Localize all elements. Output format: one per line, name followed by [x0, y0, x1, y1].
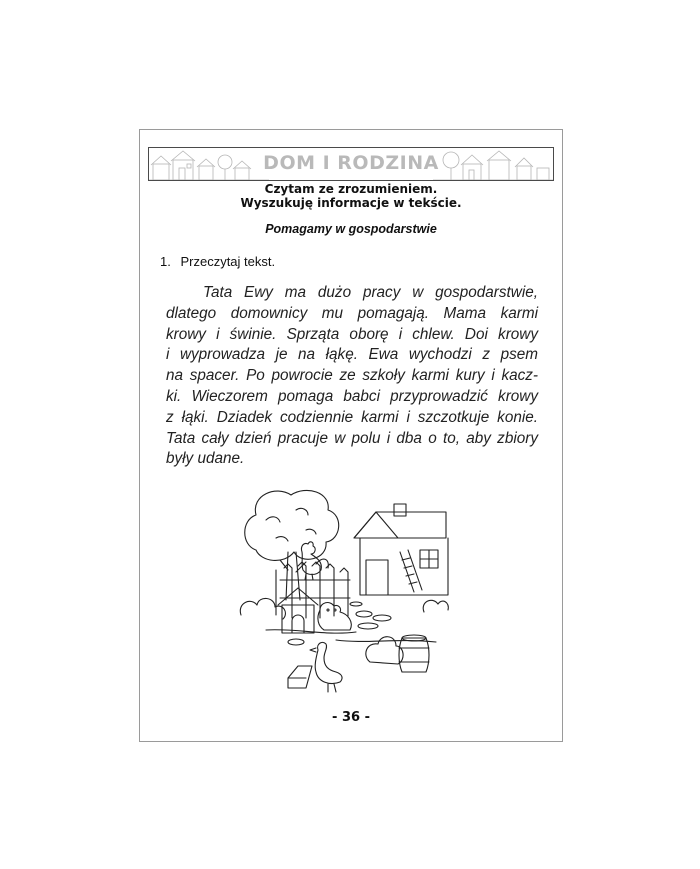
farmyard-illustration: [236, 480, 451, 700]
exercise-instruction: [160, 254, 275, 269]
stepping-stones: [350, 602, 391, 629]
passage-line: i wyprowadza je na łąkę. Ewa wychodzi z psem: [166, 346, 538, 364]
feeding-trough: [288, 666, 312, 688]
subtitle-line-1: Czytam ze zrozumieniem.: [264, 182, 438, 196]
subtitle-line-2: Wyszukuję informacje w tekście.: [240, 196, 462, 210]
exercise-number: 1.: [160, 254, 171, 269]
farmhouse-drawing: [354, 504, 448, 595]
passage-line: na spacer. Po powrocie ze szkoły karmi kury i kacz-: [166, 367, 538, 385]
rooster-drawing: [301, 542, 328, 580]
doghouse-and-dog-drawing: [278, 588, 351, 645]
bush-left: [240, 598, 285, 619]
bush-right: [423, 600, 448, 612]
passage-line: dlatego domownicy mu pomagają. Mama karmi: [166, 304, 538, 322]
page-number: - 36 -: [332, 710, 370, 725]
section-title: Pomagamy w gospodarstwie: [265, 222, 437, 236]
goose-drawing: [310, 642, 342, 692]
passage-line: z łąki. Dziadek codziennie karmi i szczotkuje konie.: [166, 408, 538, 426]
chapter-title: DOM I RODZINA: [263, 152, 439, 174]
passage-line: Tata cały dzień pracuje w polu i dba o to, aby zbiory: [166, 429, 538, 447]
passage-line: były udane.: [166, 450, 245, 468]
exercise-text: Przeczytaj tekst.: [180, 254, 276, 269]
workbook-page: [139, 129, 563, 742]
reading-passage: [166, 283, 538, 470]
passage-line: ki. Wieczorem pomaga babci przyprowadzić krowy: [166, 387, 538, 405]
passage-line: Tata Ewy ma dużo pracy w gospodarstwie,: [203, 284, 538, 301]
header-band: [148, 147, 554, 181]
passage-line: krowy i świnie. Sprząta oborę i chlew. Doi krowy: [166, 325, 538, 343]
